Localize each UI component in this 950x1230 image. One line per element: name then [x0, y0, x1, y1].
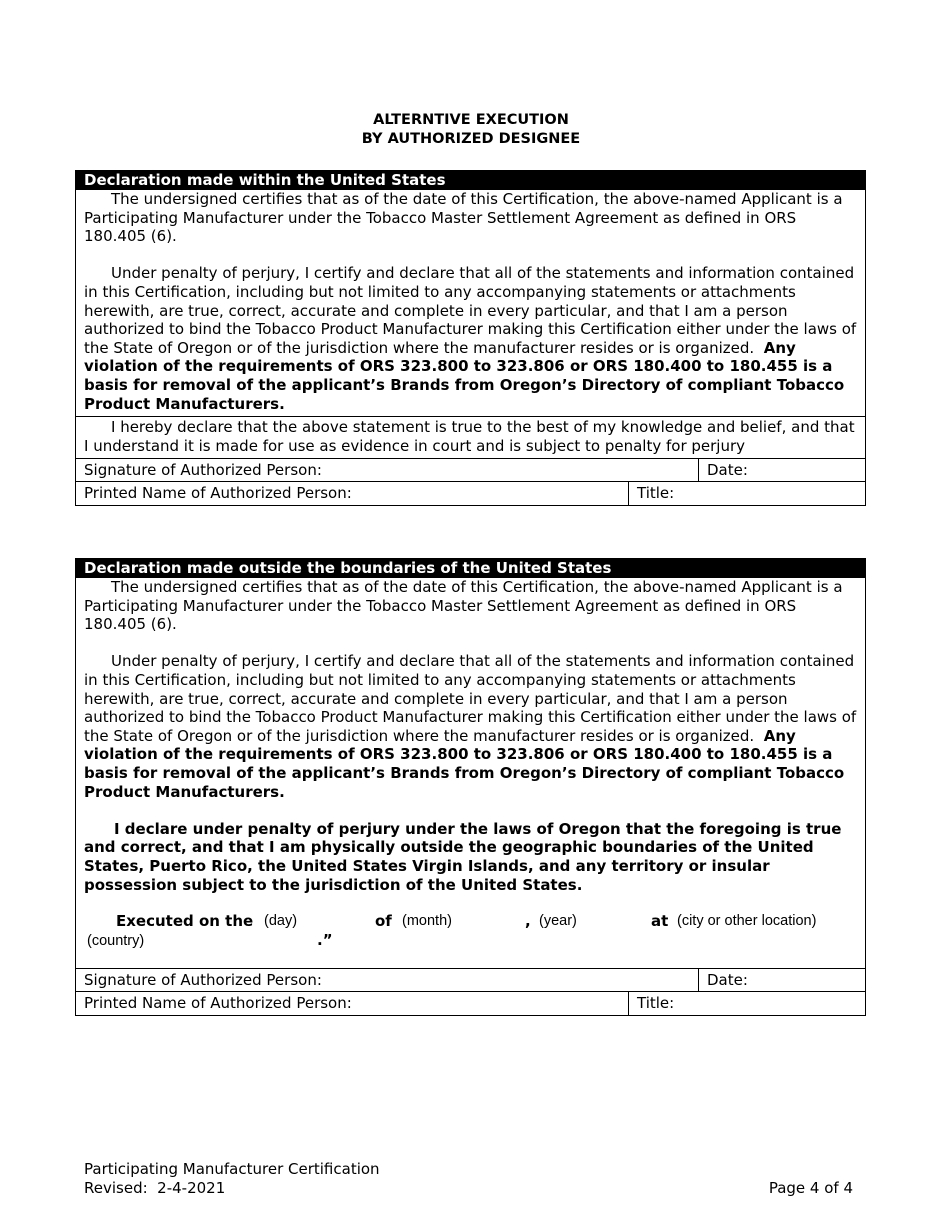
declaration-text: I hereby declare that the above statement is true to the best of my knowledge and belief, and that I understand it is made for use as evidence in court and is subject to penalty for perjury [84, 418, 855, 455]
date-label: Date: [707, 461, 748, 480]
title-field[interactable] [628, 992, 865, 1015]
perjury-text: Under penalty of perjury, I certify and declare that all of the statements and information contained in this Certification, including but not limited to any accompanying statements or attachments herewith, are true, correct, accurate and complete in every particular, and that I am a person authorized to bind the Tobacco Product Manufacturer making this Certification either under the laws of the State of Oregon or of the jurisdiction where the manufacturer resides or is organized. [84, 652, 857, 745]
printed-name-label: Printed Name of Authorized Person: [84, 994, 352, 1013]
signature-row [75, 968, 866, 992]
printed-name-field[interactable] [76, 482, 628, 505]
month-field[interactable]: (month) [402, 913, 452, 930]
page-title [76, 111, 866, 149]
executed-on-label: Executed on the [116, 912, 254, 931]
footer-revised: Revised: 2-4-2021 [84, 1179, 226, 1197]
section-within-us [75, 170, 866, 506]
date-field[interactable] [698, 969, 865, 991]
outside-us-declaration-text: I declare under penalty of perjury under the laws of Oregon that the foregoing is true and correct, and that I am physically outside the geographic boundaries of the United States, Puerto Rico, the United States Virgin Islands, and any territory or insular possession subject to the jurisdiction of the United States. [84, 819, 842, 894]
day-field[interactable]: (day) [264, 913, 298, 930]
perjury-text: Under penalty of perjury, I certify and declare that all of the statements and information contained in this Certification, including but not limited to any accompanying statements or attachments herewith, are true, correct, accurate and complete in every particular, and that I am a person authorized to bind the Tobacco Product Manufacturer making this Certification either under the laws of the State of Oregon or of the jurisdiction where the manufacturer resides or is organized. [84, 264, 857, 357]
printed-name-field[interactable] [76, 992, 628, 1015]
title-label: Title: [637, 994, 675, 1013]
certification-text: The undersigned certifies that as of the date of this Certification, the above-named Applicant is a Participating Manufacturer under the Tobacco Master Settlement Agreement as defined in ORS 180.405 (6). [84, 578, 843, 634]
section-header: Declaration made within the United States [75, 170, 866, 190]
printed-name-row [75, 482, 866, 506]
declare-block [76, 416, 865, 458]
comma-label: , [525, 912, 531, 931]
footer-form-name: Participating Manufacturer Certification [84, 1160, 380, 1178]
perjury-paragraph [76, 652, 865, 801]
signature-row [75, 458, 866, 482]
section-body [75, 190, 866, 458]
closing-quote: .” [317, 931, 333, 950]
footer-form-info [84, 1160, 380, 1198]
section-outside-us [75, 558, 866, 1016]
date-field[interactable] [698, 459, 865, 481]
year-field[interactable]: (year) [539, 913, 577, 930]
signature-field[interactable] [76, 459, 698, 481]
page-title-line-1: ALTERNTIVE EXECUTION [373, 112, 569, 128]
signature-label: Signature of Authorized Person: [84, 461, 322, 480]
printed-name-label: Printed Name of Authorized Person: [84, 484, 352, 503]
certification-paragraph [76, 190, 865, 246]
outside-us-declaration [76, 820, 865, 894]
of-label: of [375, 912, 392, 931]
signature-label: Signature of Authorized Person: [84, 971, 322, 990]
section-header: Declaration made outside the boundaries of the United States [75, 558, 866, 578]
signature-field[interactable] [76, 969, 698, 991]
city-field[interactable]: (city or other location) [677, 913, 817, 930]
declaration-paragraph [76, 418, 865, 455]
date-label: Date: [707, 971, 748, 990]
title-label: Title: [637, 484, 675, 503]
page-number: Page 4 of 4 [768, 1179, 853, 1197]
printed-name-row [75, 992, 866, 1016]
violation-text: Any violation of the requirements of ORS 323.800 to 323.806 or ORS 180.400 to 180.455 is a basis for removal of the applicant’s Brands from Oregon’s Directory of compliant Tobacco Product Manufacturers. [84, 726, 845, 801]
at-label: at [651, 912, 669, 931]
perjury-paragraph [76, 264, 865, 413]
certification-paragraph [76, 578, 865, 634]
page-title-line-2: BY AUTHORIZED DESIGNEE [361, 131, 581, 147]
country-field[interactable]: (country) [87, 933, 145, 950]
certification-text: The undersigned certifies that as of the date of this Certification, the above-named Applicant is a Participating Manufacturer under the Tobacco Master Settlement Agreement as defined in ORS 180.405 (6). [84, 190, 843, 246]
violation-text: Any violation of the requirements of ORS 323.800 to 323.806 or ORS 180.400 to 180.455 is a basis for removal of the applicant’s Brands from Oregon’s Directory of compliant Tobacco Product Manufacturers. [84, 338, 845, 413]
executed-line [76, 894, 865, 968]
section-body [75, 578, 866, 968]
title-field[interactable] [628, 482, 865, 505]
